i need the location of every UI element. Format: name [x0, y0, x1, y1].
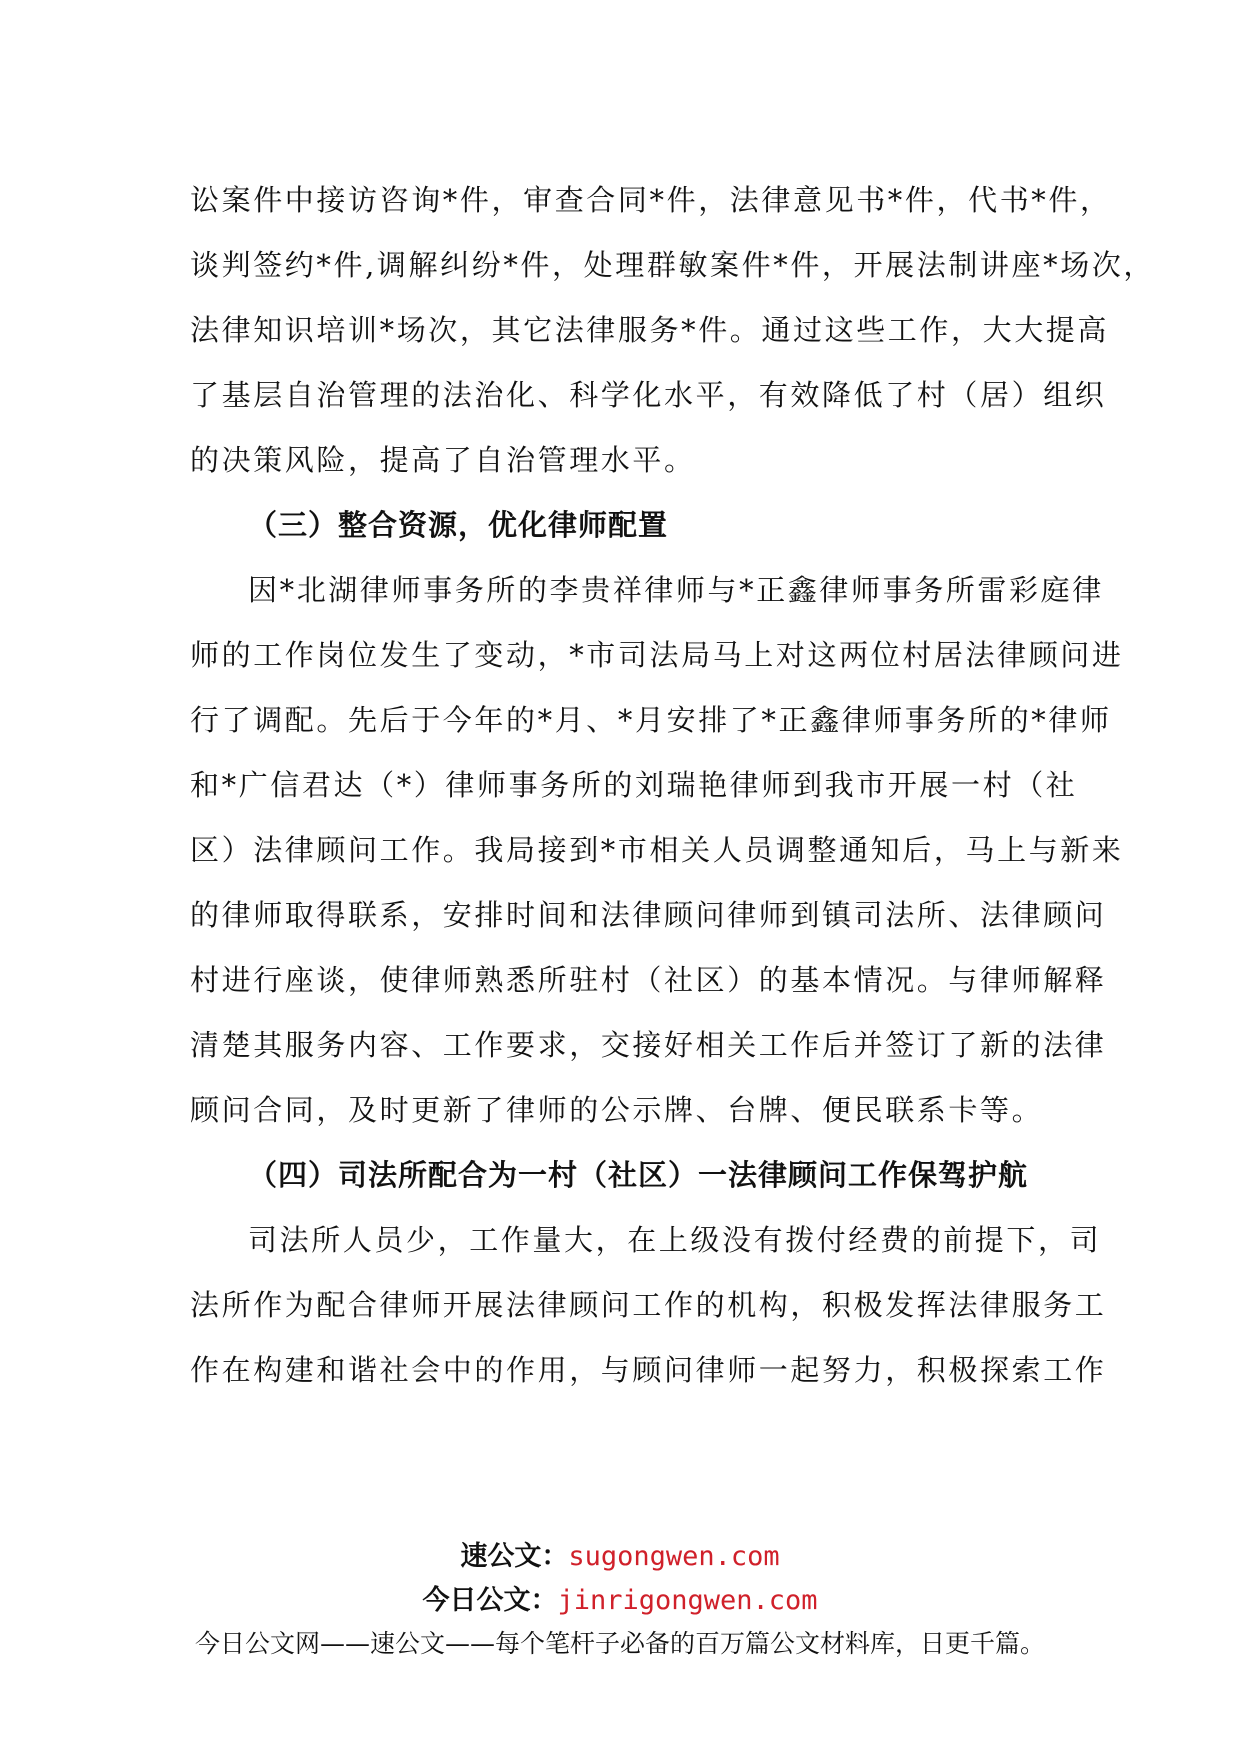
text-line: 村进行座谈，使律师熟悉所驻村（社区）的基本情况。与律师解释	[190, 963, 1107, 997]
text-line: 清楚其服务内容、工作要求，交接好相关工作后并签订了新的法律	[190, 1028, 1107, 1062]
paragraph-2	[190, 558, 1124, 1143]
text-line: 顾问合同，及时更新了律师的公示牌、台牌、便民联系卡等。	[190, 1093, 1044, 1127]
text-line: 师的工作岗位发生了变动，*市司法局马上对这两位村居法律顾问进	[190, 638, 1124, 672]
footer-slogan: 今日公文网——速公文——每个笔杆子必备的百万篇公文材料库，日更千篇。	[194, 1629, 1045, 1658]
paragraph-1	[190, 168, 1156, 493]
text-line: 司法所人员少，工作量大，在上级没有拨付经费的前提下，司	[248, 1223, 1102, 1257]
footer-sugongwen	[0, 1534, 1240, 1573]
text-line: 因*北湖律师事务所的李贵祥律师与*正鑫律师事务所雷彩庭律	[248, 573, 1104, 607]
text-line: 和*广信君达（*）律师事务所的刘瑞艳律师到我市开展一村（社	[190, 768, 1078, 802]
paragraph-3	[190, 1208, 1107, 1403]
footer-label-2: 今日公文：	[422, 1585, 558, 1616]
text-line: 作在构建和谐社会中的作用，与顾问律师一起努力，积极探索工作	[190, 1353, 1107, 1387]
footer-jinrigongwen	[0, 1578, 1240, 1617]
text-line: 谈判签约*件,调解纠纷*件，处理群敏案件*件，开展法制讲座*场次，	[190, 248, 1156, 282]
text-line: 的律师取得联系，安排时间和法律顾问律师到镇司法所、法律顾问	[190, 898, 1107, 932]
text-line: 讼案件中接访咨询*件，审查合同*件，法律意见书*件，代书*件，	[190, 183, 1112, 217]
text-line: 行了调配。先后于今年的*月、*月安排了*正鑫律师事务所的*律师	[190, 703, 1112, 737]
text-line: 了基层自治管理的法治化、科学化水平，有效降低了村（居）组织	[190, 378, 1107, 412]
footer-label-1: 速公文：	[460, 1541, 569, 1572]
text-line: 区）法律顾问工作。我局接到*市相关人员调整通知后，马上与新来	[190, 833, 1124, 867]
document-body	[190, 168, 1156, 1403]
text-line: 法律知识培训*场次，其它法律服务*件。通过这些工作，大大提高	[190, 313, 1110, 347]
section-heading-4: （四）司法所配合为一村（社区）一法律顾问工作保驾护航	[248, 1158, 1029, 1192]
text-line: 法所作为配合律师开展法律顾问工作的机构，积极发挥法律服务工	[190, 1288, 1107, 1322]
footer-link-jinrigongwen[interactable]: jinrigongwen.com	[557, 1585, 818, 1616]
section-heading-3: （三）整合资源，优化律师配置	[248, 508, 669, 542]
footer-link-sugongwen[interactable]: sugongwen.com	[568, 1541, 780, 1572]
text-line: 的决策风险，提高了自治管理水平。	[190, 443, 696, 477]
